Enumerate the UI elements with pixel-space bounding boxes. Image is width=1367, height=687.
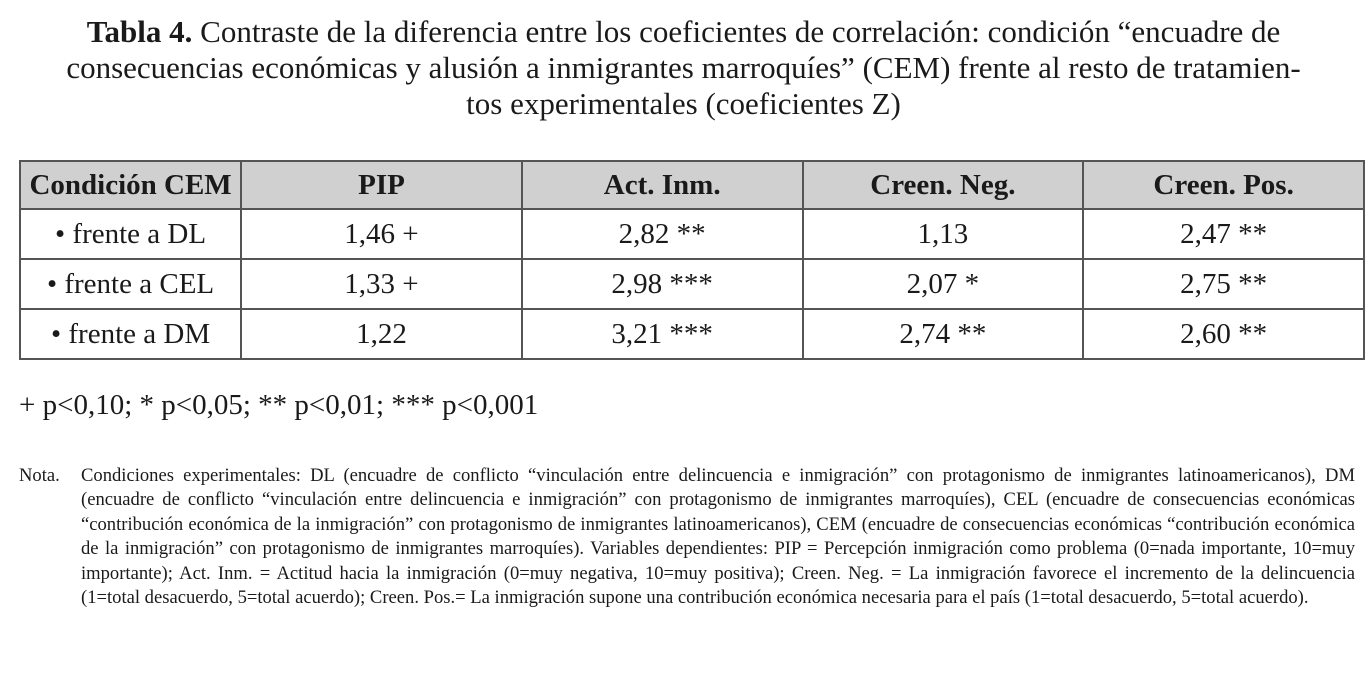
- header-act-inm: Act. Inm.: [522, 161, 803, 209]
- row-label: • frente a CEL: [20, 259, 241, 309]
- significance-legend: + p<0,10; * p<0,05; ** p<0,01; *** p<0,001: [19, 389, 539, 421]
- note-text: Condiciones experimentales: DL (encuadre de conflicto “vinculación entre delincuencia e inmigración” con protagonismo de inmigrantes latinoamericanos), DM (encuadre de conflicto “vinculación entre delincuencia e inmigración” con protagonismo de inmigrantes marroquíes), CEL (encuadre de consecuencias económicas “contribución económica de la inmigración” con protagonismo de inmigrantes latinoamericanos), CEM (encuadre de consecuencias económicas “contribución económica de la inmigración” con protagonismo de inmigrantes marroquíes). Variables dependientes: PIP = Percepción inmigración como problema (0=nada importante, 10=muy importante); Act. Inm. = Actitud hacia la inmigración (0=muy negativa, 10=muy positiva); Creen. Neg. = La inmigración favorece el incremento de la delincuencia (1=total desacuerdo, 5=total acuerdo); Creen. Pos.= La inmigración supone una contribución económica necesaria para el país (1=total desacuerdo, 5=total acuerdo).: [81, 465, 1355, 609]
- row-label: • frente a DL: [20, 209, 241, 259]
- cell-creen-neg: 2,74 **: [803, 309, 1084, 359]
- row-label: • frente a DM: [20, 309, 241, 359]
- header-creen-pos: Creen. Pos.: [1083, 161, 1364, 209]
- cell-act-inm: 2,98 ***: [522, 259, 803, 309]
- caption-line-2: consecuencias económicas y alusión a inmigrantes marroquíes” (CEM) frente al resto de tratamien-: [66, 50, 1301, 85]
- header-condicion: Condición CEM: [20, 161, 241, 209]
- cell-creen-neg: 2,07 *: [803, 259, 1084, 309]
- cell-act-inm: 2,82 **: [522, 209, 803, 259]
- caption-text-1: Contraste de la diferencia entre los coeficientes de correlación: condición “encuadre de: [192, 14, 1281, 49]
- table-note: [19, 464, 1355, 610]
- header-row: [20, 161, 1364, 209]
- table-row: [20, 309, 1364, 359]
- results-table: [19, 160, 1365, 360]
- cell-creen-pos: 2,60 **: [1083, 309, 1364, 359]
- cell-pip: 1,22: [241, 309, 522, 359]
- note-label: Nota.: [19, 465, 60, 486]
- cell-creen-pos: 2,75 **: [1083, 259, 1364, 309]
- header-creen-neg: Creen. Neg.: [803, 161, 1084, 209]
- header-pip: PIP: [241, 161, 522, 209]
- cell-act-inm: 3,21 ***: [522, 309, 803, 359]
- cell-creen-pos: 2,47 **: [1083, 209, 1364, 259]
- cell-pip: 1,33 +: [241, 259, 522, 309]
- cell-creen-neg: 1,13: [803, 209, 1084, 259]
- cell-pip: 1,46 +: [241, 209, 522, 259]
- caption-line-1: [0, 14, 1367, 50]
- caption-label: Tabla 4.: [86, 14, 193, 49]
- table-caption: [0, 14, 1367, 122]
- table-row: [20, 259, 1364, 309]
- caption-line-3: tos experimentales (coeficientes Z): [466, 86, 901, 121]
- table-row: [20, 209, 1364, 259]
